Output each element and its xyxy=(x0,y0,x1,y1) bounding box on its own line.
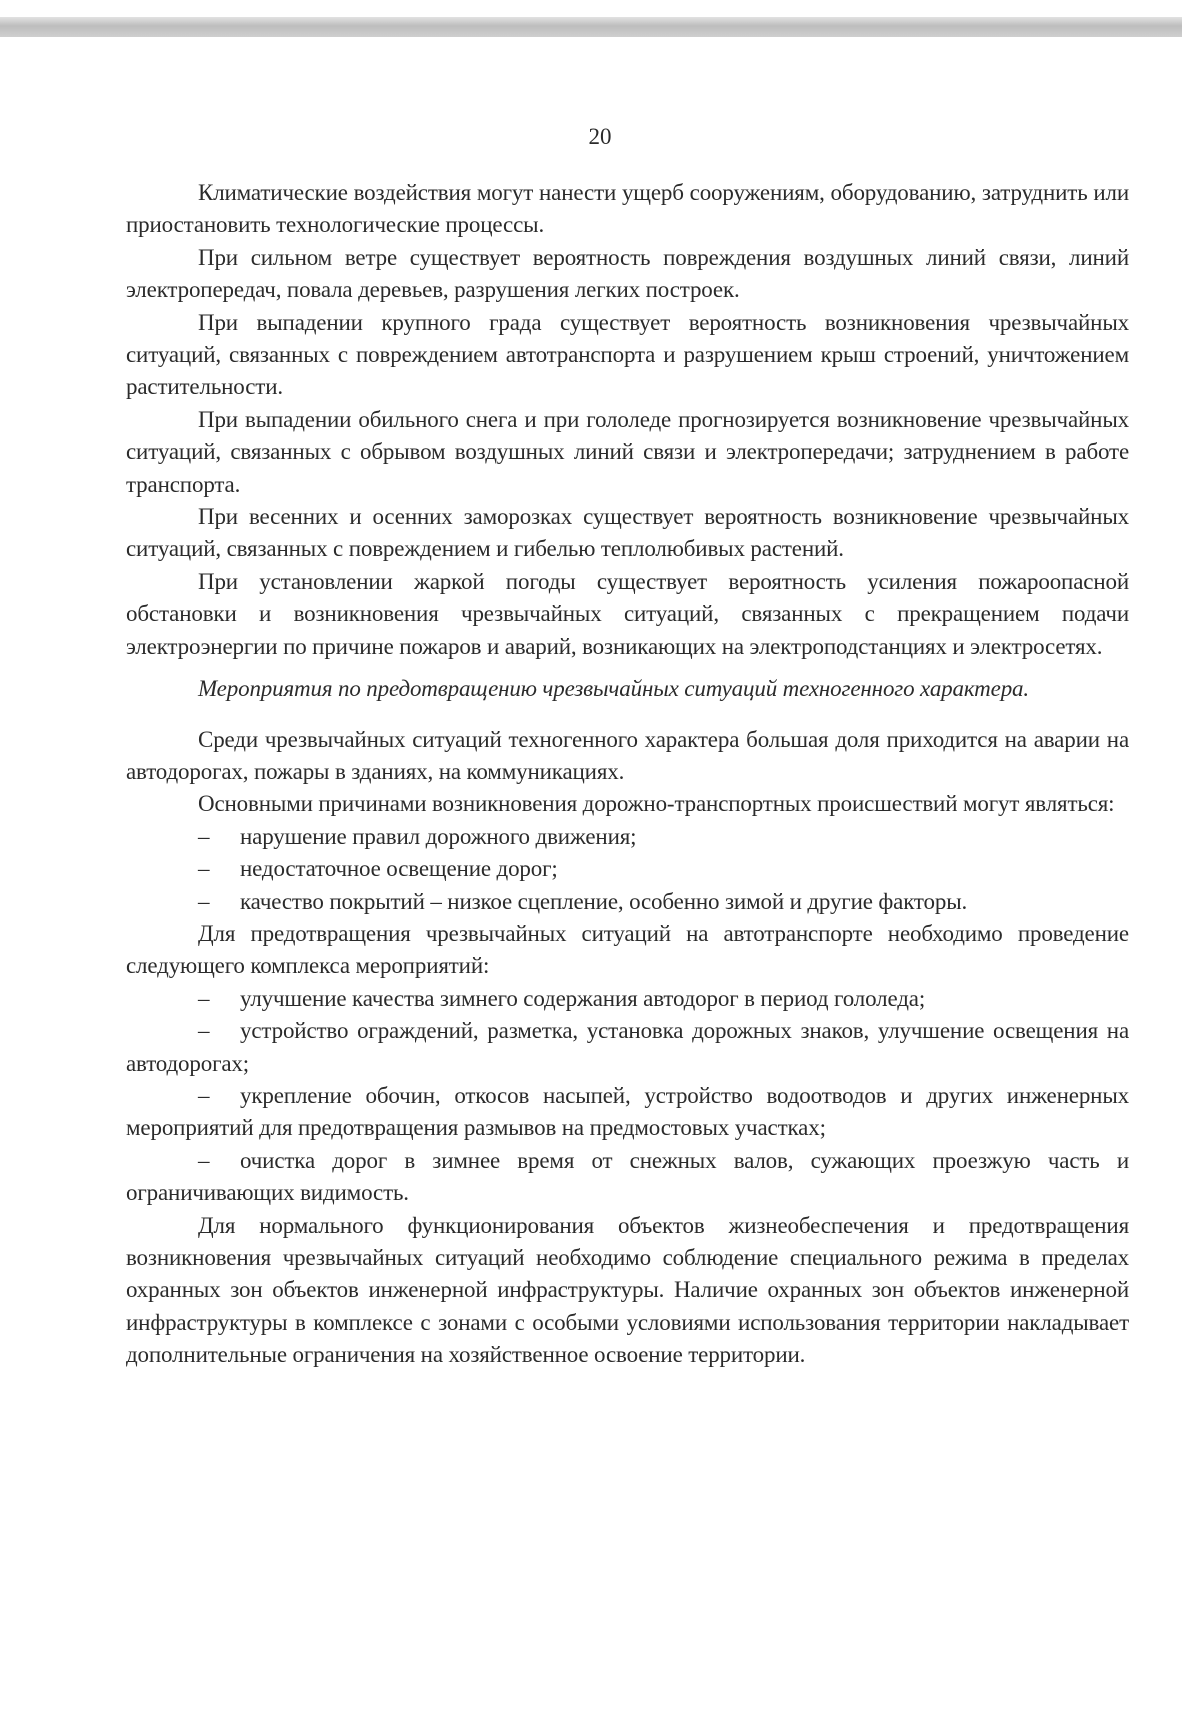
section-heading: Мероприятия по предотвращению чрезвычайных ситуаций техногенного характера. xyxy=(198,676,1029,702)
list-item-text: укрепление обочин, откосов насыпей, устройство водоотводов и других инженерных мероприятий для предотвращения размывов на предмостовых участках; xyxy=(126,1082,1129,1141)
document-body xyxy=(126,177,1129,1372)
page-number: 20 xyxy=(588,124,612,149)
list-item-text: улучшение качества зимнего содержания автодорог в период гололеда; xyxy=(240,985,926,1011)
dash-marker: – xyxy=(198,1147,210,1173)
list-item-text: устройство ограждений, разметка, установка дорожных знаков, улучшение освещения на автодорогах; xyxy=(126,1018,1129,1076)
list-item xyxy=(126,983,1129,1015)
list-item xyxy=(126,821,1129,853)
list-item xyxy=(126,1145,1129,1210)
paragraph: При выпадении крупного града существует вероятность возникновения чрезвычайных ситуаций, связанных с повреждением автотранспорта и разрушением крыш строений, уничтожением растительности. xyxy=(126,309,1129,400)
dash-marker: – xyxy=(198,823,210,849)
paragraph: При сильном ветре существует вероятность повреждения воздушных линий связи, линий электропередач, повала деревьев, разрушения легких построек. xyxy=(126,244,1129,303)
list-item-text: нарушение правил дорожного движения; xyxy=(240,823,637,849)
list-item xyxy=(126,886,1129,918)
dash-marker: – xyxy=(198,985,210,1011)
scan-edge-strip xyxy=(0,17,1182,37)
list-item-text: качество покрытий – низкое сцепление, особенно зимой и другие факторы. xyxy=(240,888,968,914)
paragraph: При установлении жаркой погоды существует вероятность усиления пожароопасной обстановки и возникновения чрезвычайных ситуаций, связанных с прекращением подачи электроэнергии по причине пожаров и аварий, возникающих на электроподстанциях и электросетях. xyxy=(126,568,1129,659)
paragraph: При весенних и осенних заморозках существует вероятность возникновение чрезвычайных ситуаций, связанных с повреждением и гибелью теплолюбивых растений. xyxy=(126,504,1129,562)
paragraph: Для предотвращения чрезвычайных ситуаций на автотранспорте необходимо проведение следующего комплекса мероприятий: xyxy=(126,920,1129,979)
list-item-text: очистка дорог в зимнее время от снежных валов, сужающих проезжую часть и ограничивающих видимость. xyxy=(126,1147,1129,1206)
dash-marker: – xyxy=(198,856,210,882)
dash-marker: – xyxy=(198,888,210,914)
list-item xyxy=(126,1080,1129,1145)
list-item xyxy=(126,853,1129,885)
paragraph: Для нормального функционирования объектов жизнеобеспечения и предотвращения возникновения чрезвычайных ситуаций необходимо соблюдение специального режима в пределах охранных зон объектов инженерной инфраструктуры. Наличие охранных зон объектов инженерной инфраструктуры в комплексе с зонами с особыми условиями использования территории накладывает дополнительные ограничения на хозяйственное освоение территории. xyxy=(126,1212,1129,1368)
dash-marker: – xyxy=(198,1082,210,1108)
paragraph: При выпадении обильного снега и при гололеде прогнозируется возникновение чрезвычайных ситуаций, связанных с обрывом воздушных линий связи и электропередачи; затруднением в работе транспорта. xyxy=(126,406,1129,497)
list-item-text: недостаточное освещение дорог; xyxy=(240,856,558,882)
paragraph: Среди чрезвычайных ситуаций техногенного характера большая доля приходится на аварии на автодорогах, пожары в зданиях, на коммуникациях. xyxy=(126,726,1129,784)
paragraph: Основными причинами возникновения дорожно-транспортных происшествий могут являться: xyxy=(198,791,1115,817)
paragraph: Климатические воздействия могут нанести ущерб сооружениям, оборудованию, затруднить или приостановить технологические процессы. xyxy=(126,180,1129,238)
dash-marker: – xyxy=(198,1018,210,1044)
list-item xyxy=(126,1015,1129,1080)
